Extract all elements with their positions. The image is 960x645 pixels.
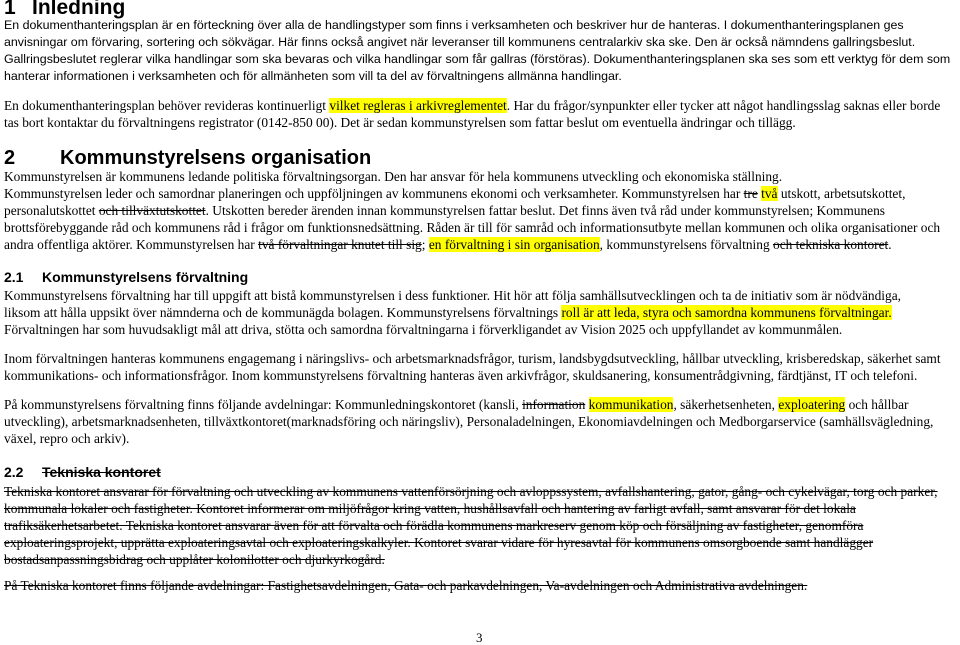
heading-text: Kommunstyrelsens organisation xyxy=(60,147,372,169)
text-span: . Har du frågor/synpunkter eller tycker att något handlingsslag saknas eller borde xyxy=(506,98,941,113)
deleted-text: och tekniska kontoret xyxy=(773,237,889,252)
text-span: andra offentliga aktörer. Kommunstyrelsen har xyxy=(4,237,259,252)
deleted-text: två förvaltningar knutet till sig xyxy=(258,237,422,252)
org-line-5 xyxy=(4,236,892,253)
ksf-p3-line-1 xyxy=(4,396,908,413)
text-span: utskott, arbetsutskottet, xyxy=(777,186,906,201)
page-number: 3 xyxy=(476,630,483,645)
text-span: liksom att hålla uppsikt över nämnderna och de kommunägda bolagen. Kommunstyrelsens förvaltnings xyxy=(4,305,562,320)
heading-text: Tekniska kontoret xyxy=(42,464,161,480)
tk-line-3: trafiksäkerhetsarbetet. Tekniska kontoret ansvarar även för att förvalta och förädla kommunens markreserv genom köp och försäljning av fastigheter, genomföra xyxy=(4,518,864,533)
heading-number: 1 xyxy=(4,0,16,19)
org-line-4: brottsförebyggande råd och kommunens råd i frågor om funktionsnedsättning. Råden är till för samråd och informationsutbyte mellan kommunen och olika organisationer och xyxy=(4,220,941,235)
heading-organisation xyxy=(4,147,371,169)
highlighted-text: en förvaltning i sin organisation xyxy=(428,237,600,252)
highlighted-text: vilket regleras i arkivreglementet xyxy=(329,98,507,113)
org-line-3 xyxy=(4,202,885,219)
deleted-text: information xyxy=(522,397,586,412)
intro-line-1: En dokumenthanteringsplan är en förteckning över alla de handlingstyper som finns i verksamheten och beskriver hur de hanteras. I dokumenthanteringsplanen ges xyxy=(4,18,904,32)
ksf-p3-line-3: växel, repro och arkiv). xyxy=(4,431,130,446)
heading-tekniska-kontoret xyxy=(4,463,161,481)
highlighted-text: roll är att leda, styra och samordna kommunens förvaltningar. xyxy=(561,305,892,320)
ksf-p2-line-1: Inom förvaltningen hanteras kommunens engagemang i näringslivs- och arbetsmarknadsfrågor, turism, landsbygdsutveckling, hållbar utveckling, krisberedskap, säkerhet samt xyxy=(4,351,941,366)
intro-line-4: hanterar informationen i verksamheten och för allmänheten som vill ta del av förvaltningens allmänna handlingar. xyxy=(4,69,622,83)
deleted-text: och tillväxtutskottet xyxy=(98,203,206,218)
text-span: personalutskottet xyxy=(4,203,99,218)
text-span: ; xyxy=(421,237,429,252)
text-span: På kommunstyrelsens förvaltning finns följande avdelningar: Kommunledningskontoret (kansli, xyxy=(4,397,523,412)
highlighted-text: kommunikation xyxy=(588,397,674,412)
text-span: . xyxy=(888,237,892,252)
text-span: och hållbar xyxy=(845,397,909,412)
revision-line-2: tas bort kontaktar du förvaltningens registrator (0142-850 00). Det är sedan kommunstyrelsen som fattar beslut om eventuella ändringar och tillägg. xyxy=(4,115,796,130)
highlighted-text: exploatering xyxy=(778,397,846,412)
text-span: Kommunstyrelsen leder och samordnar planeringen och uppföljningen av kommunens ekonomi och verksamheter. Kommunstyrelsen har xyxy=(4,186,744,201)
tk-line-2: kommunala lokaler och fastigheter. Kontoret informerar om miljöfrågor kring vatten, hushållsavfall och hantering av farligt avfall, samt ansvarar för det lokala xyxy=(4,501,856,516)
text-span: , säkerhetsenheten, xyxy=(673,397,779,412)
text-span: . Utskotten bereder ärenden innan kommunstyrelsen fattar beslut. Det finns även två råd under kommunstyrelsen; Kommunens xyxy=(205,203,885,218)
tk-line-5: bostadsanpassningsbidrag och upplåter kolonilotter och djurkyrkogård. xyxy=(4,552,385,567)
intro-line-2: anvisningar om förvaring, sortering och sökvägar. Här finns också angivet när leveranser till kommunens centralarkiv ska ske. Den är också nämndens gallringsbeslut. xyxy=(4,35,916,49)
heading-number: 2.2 xyxy=(4,464,24,480)
intro-line-3: Gallringsbeslutet reglerar vilka handlingar som ska bevaras och vilka handlingar som får gallras (förstöras). Dokumenthanteringsplanen ska ses som ett verktyg för dem som xyxy=(4,52,951,66)
heading-number: 2 xyxy=(4,147,16,169)
tk-departments-line: På Tekniska kontoret finns följande avdelningar: Fastighetsavdelningen, Gata- och parkavdelningen, Va-avdelningen och Administrativa avdelningen. xyxy=(4,578,808,593)
ksf-line-3: Förvaltningen har som huvudsakligt mål att driva, stötta och samordna förvaltningarna i förverkligandet av Vision 2025 och uppfyllandet av kommunmålen. xyxy=(4,322,843,337)
heading-number: 2.1 xyxy=(4,269,24,285)
ksf-p3-line-2: utveckling), arbetsmarknadsenheten, tillväxtkontoret(marknadsföring och näringsliv), Personaladelningen, Ekonomiavdelningen och Medborgarservice (samhällsvägledning, xyxy=(4,414,934,429)
deleted-text: tre xyxy=(743,186,758,201)
tk-line-1: Tekniska kontoret ansvarar för förvaltning och utveckling av kommunens vattenförsörjning och avloppssystem, avfallshantering, gator, gång- och cykelvägar, torg och parker, xyxy=(4,484,938,499)
ksf-line-2 xyxy=(4,304,892,321)
tk-line-4: exploateringsprojekt, upprätta exploateringsavtal och exploateringskalkyler. Kontoret svarar vidare för hyresavtal för kommunens omsorgboende samt handlägger xyxy=(4,535,874,550)
heading-text: Kommunstyrelsens förvaltning xyxy=(42,269,249,285)
heading-forvaltning xyxy=(4,268,248,286)
org-line-1: Kommunstyrelsen är kommunens ledande politiska förvaltningsorgan. Den har ansvar för hela kommunens utveckling och ekonomiska ställning. xyxy=(4,169,783,184)
text-span: En dokumenthanteringsplan behöver revideras kontinuerligt xyxy=(4,98,330,113)
ksf-p2-line-2: kommunikations- och informationsfrågor. Inom kommunstyrelsens förvaltning hanteras även arkivfrågor, skuldsanering, konsumentrådgivning, färdtjänst, IT och telefoni. xyxy=(4,368,918,383)
org-line-2 xyxy=(4,185,905,202)
highlighted-text: två xyxy=(761,186,778,201)
text-span: , kommunstyrelsens förvaltning xyxy=(599,237,773,252)
ksf-line-1: Kommunstyrelsens förvaltning har till uppgift att bistå kommunstyrelsen i dess funktioner. Hit hör att följa samhällsutvecklingen och ta de initiativ som är nödvändiga, xyxy=(4,288,902,303)
heading-text: Inledning xyxy=(32,0,126,19)
revision-line-1 xyxy=(4,97,940,114)
